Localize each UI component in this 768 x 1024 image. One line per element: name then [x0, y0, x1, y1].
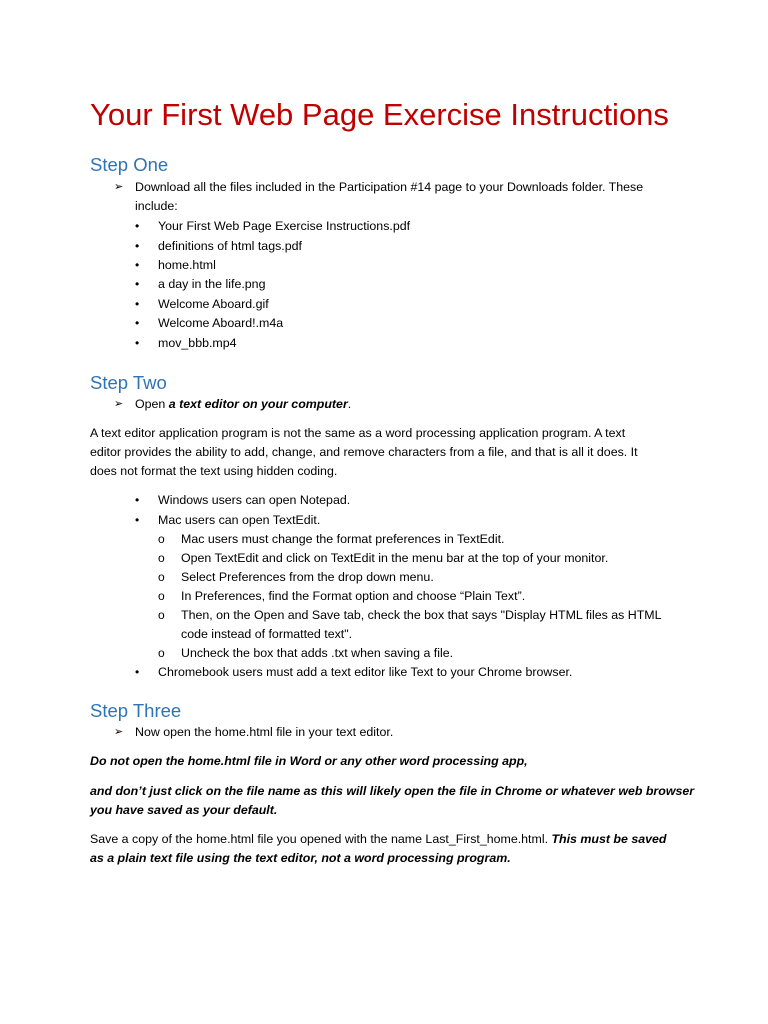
page-title: Your First Web Page Exercise Instructions	[90, 97, 669, 132]
circle-bullet-icon: o	[158, 551, 165, 565]
text-editor-paragraph-line2: editor provides the ability to add, change, and remove characters from a file, and that is all it does. It	[90, 445, 638, 459]
open-suffix: .	[347, 397, 352, 411]
open-emphasis: a text editor on your computer	[168, 397, 348, 411]
step-three-heading: Step Three	[90, 700, 182, 721]
save-prefix: Save a copy of the home.html file you opened with the name Last_First_home.html.	[90, 832, 552, 846]
bullet-icon: •	[135, 219, 140, 233]
mac-item: Mac users can open TextEdit.	[158, 513, 321, 527]
bullet-icon: •	[135, 297, 140, 311]
mac-step-item: Then, on the Open and Save tab, check the box that says "Display HTML files as HTML	[181, 608, 662, 622]
circle-bullet-icon: o	[158, 646, 165, 660]
step-two-heading: Step Two	[90, 372, 167, 393]
bullet-icon: •	[135, 316, 140, 330]
save-copy-line1	[90, 830, 666, 850]
bullet-icon: •	[135, 513, 140, 527]
arrow-bullet-icon: ➢	[114, 726, 124, 738]
mac-step-item: Select Preferences from the drop down menu.	[181, 570, 434, 584]
circle-bullet-icon: o	[158, 589, 165, 603]
bullet-icon: •	[135, 258, 140, 272]
step-one-intro-line1: Download all the files included in the Participation #14 page to your Downloads folder. These	[135, 180, 644, 194]
circle-bullet-icon: o	[158, 570, 165, 584]
mac-step-item: Open TextEdit and click on TextEdit in the menu bar at the top of your monitor.	[181, 551, 609, 565]
file-list-item: definitions of html tags.pdf	[158, 239, 302, 253]
windows-item: Windows users can open Notepad.	[158, 493, 351, 507]
bullet-icon: •	[135, 665, 140, 679]
circle-bullet-icon: o	[158, 532, 165, 546]
mac-step-item-continued: code instead of formatted text".	[181, 627, 353, 641]
bullet-icon: •	[135, 336, 140, 350]
step-one-heading: Step One	[90, 154, 169, 175]
open-home-html-line: Now open the home.html file in your text editor.	[135, 725, 394, 739]
file-list-item: Welcome Aboard!.m4a	[158, 316, 284, 330]
mac-step-item: Uncheck the box that adds .txt when saving a file.	[181, 646, 454, 660]
open-text-editor-line	[135, 395, 351, 415]
warning-browser-line2: you have saved as your default.	[90, 803, 278, 817]
file-list-item: a day in the life.png	[158, 277, 266, 291]
arrow-bullet-icon: ➢	[114, 181, 124, 193]
circle-bullet-icon: o	[158, 608, 165, 622]
arrow-bullet-icon: ➢	[114, 398, 124, 410]
save-emphasis: This must be saved	[551, 832, 667, 846]
bullet-icon: •	[135, 493, 140, 507]
open-prefix: Open	[135, 397, 169, 411]
save-copy-line2: as a plain text file using the text editor, not a word processing program.	[90, 851, 511, 865]
file-list-item: Your First Web Page Exercise Instructions.pdf	[158, 219, 411, 233]
text-editor-paragraph-line1: A text editor application program is not the same as a word processing application program. A text	[90, 426, 626, 440]
warning-browser-line1: and don’t just click on the file name as this will likely open the file in Chrome or whatever web browser	[90, 784, 695, 798]
file-list-item: Welcome Aboard.gif	[158, 297, 269, 311]
warning-word-line: Do not open the home.html file in Word or any other word processing app,	[90, 754, 528, 768]
file-list-item: home.html	[158, 258, 216, 272]
step-one-intro-line2: include:	[135, 199, 178, 213]
mac-step-item: In Preferences, find the Format option and choose “Plain Text”.	[181, 589, 526, 603]
file-list-item: mov_bbb.mp4	[158, 336, 237, 350]
text-editor-paragraph-line3: does not format the text using hidden coding.	[90, 464, 338, 478]
bullet-icon: •	[135, 239, 140, 253]
mac-step-item: Mac users must change the format preferences in TextEdit.	[181, 532, 505, 546]
bullet-icon: •	[135, 277, 140, 291]
chromebook-item: Chromebook users must add a text editor like Text to your Chrome browser.	[158, 665, 573, 679]
